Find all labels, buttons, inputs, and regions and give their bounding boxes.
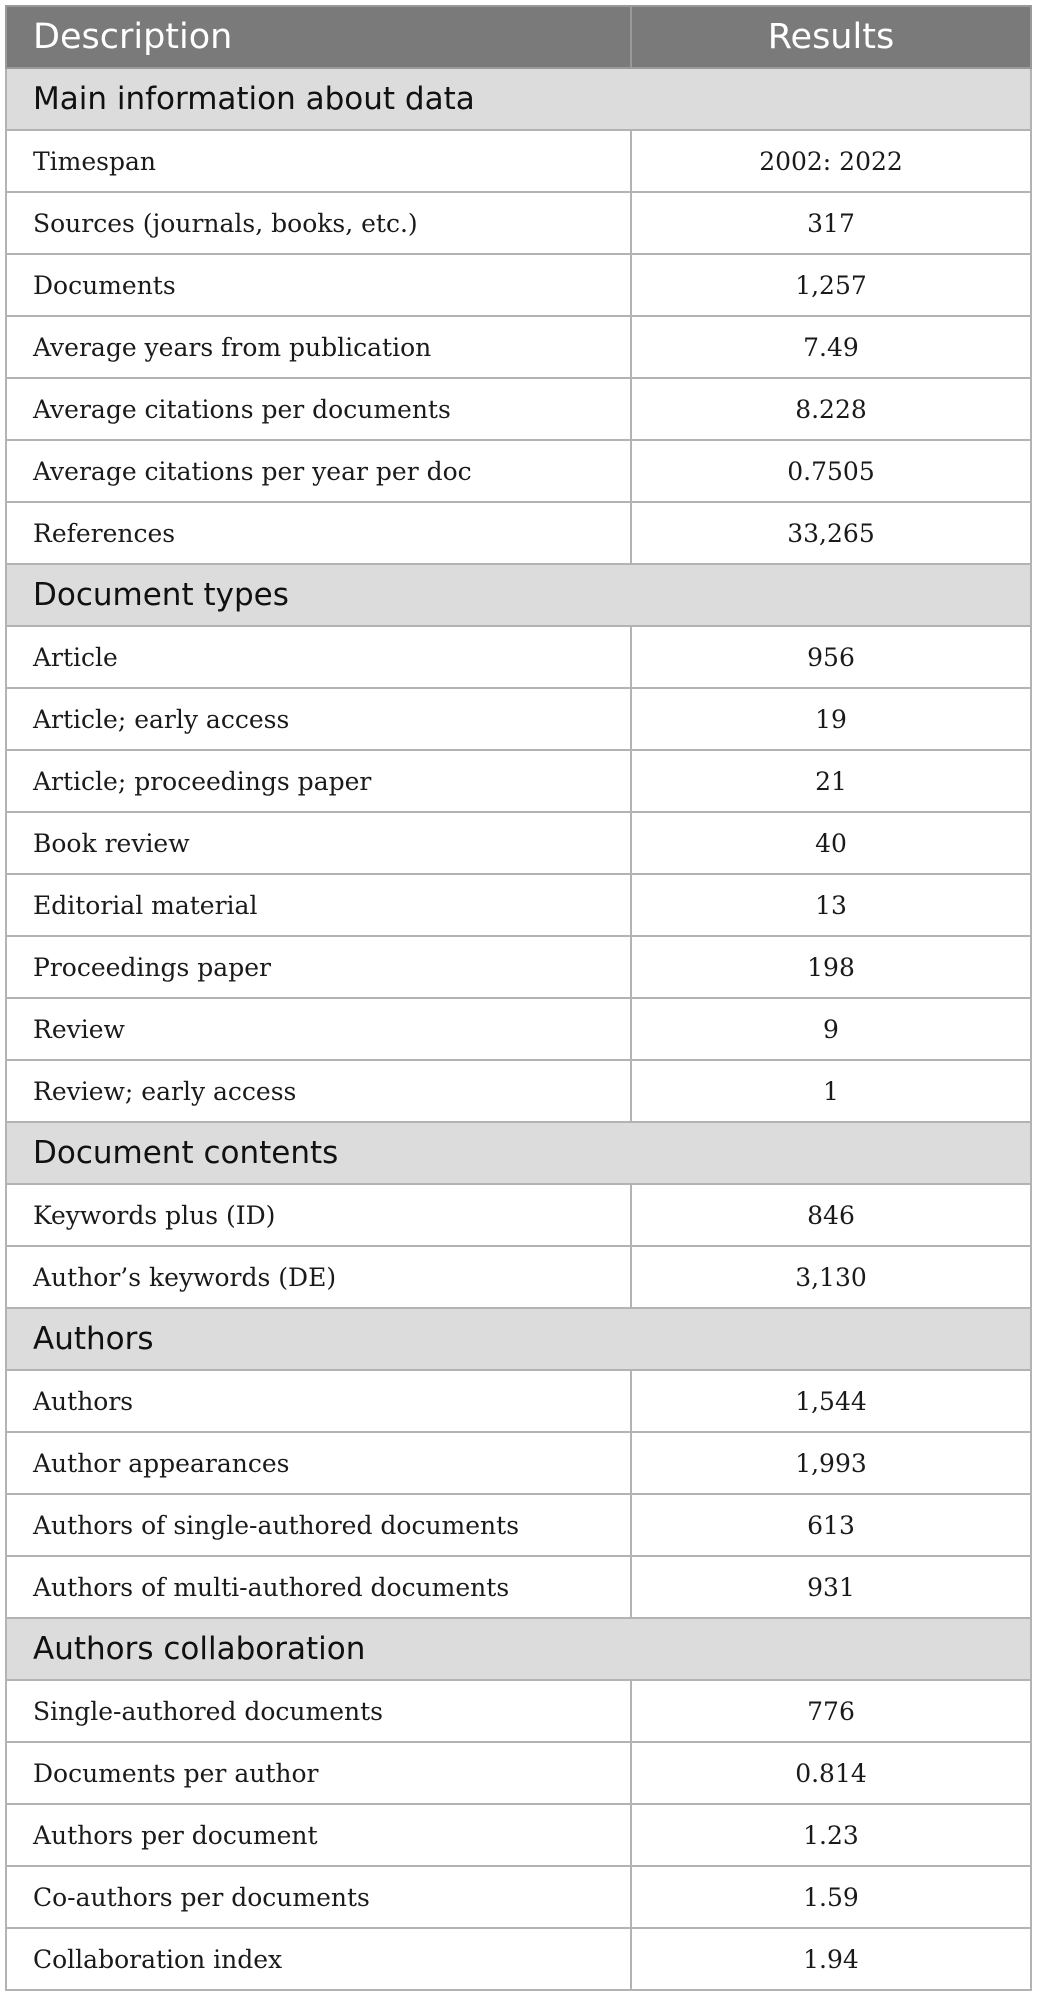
row-description: Documents bbox=[6, 254, 631, 316]
row-description: Review; early access bbox=[6, 1060, 631, 1122]
row-description: Collaboration index bbox=[6, 1928, 631, 1990]
row-description: Timespan bbox=[6, 130, 631, 192]
row-description: References bbox=[6, 502, 631, 564]
section-title: Authors bbox=[6, 1308, 1031, 1370]
table-row bbox=[6, 1928, 1031, 1990]
row-result: 13 bbox=[631, 874, 1031, 936]
row-result: 2002: 2022 bbox=[631, 130, 1031, 192]
column-header-results: Results bbox=[631, 6, 1031, 68]
table-row bbox=[6, 1432, 1031, 1494]
table-row bbox=[6, 1866, 1031, 1928]
data-summary-table bbox=[5, 5, 1032, 1991]
table-row bbox=[6, 1742, 1031, 1804]
table-row bbox=[6, 254, 1031, 316]
row-result: 9 bbox=[631, 998, 1031, 1060]
table-row bbox=[6, 1494, 1031, 1556]
table-row bbox=[6, 688, 1031, 750]
section-header-row bbox=[6, 564, 1031, 626]
row-result: 33,265 bbox=[631, 502, 1031, 564]
table-row bbox=[6, 1370, 1031, 1432]
row-description: Editorial material bbox=[6, 874, 631, 936]
row-result: 0.7505 bbox=[631, 440, 1031, 502]
section-title: Authors collaboration bbox=[6, 1618, 1031, 1680]
row-description: Article bbox=[6, 626, 631, 688]
table-row bbox=[6, 1246, 1031, 1308]
table-row bbox=[6, 936, 1031, 998]
table-row bbox=[6, 1680, 1031, 1742]
row-result: 1.59 bbox=[631, 1866, 1031, 1928]
row-description: Single-authored documents bbox=[6, 1680, 631, 1742]
row-description: Average citations per year per doc bbox=[6, 440, 631, 502]
row-description: Review bbox=[6, 998, 631, 1060]
column-header-description: Description bbox=[6, 6, 631, 68]
row-result: 198 bbox=[631, 936, 1031, 998]
row-result: 19 bbox=[631, 688, 1031, 750]
row-result: 21 bbox=[631, 750, 1031, 812]
section-title: Main information about data bbox=[6, 68, 1031, 130]
row-description: Sources (journals, books, etc.) bbox=[6, 192, 631, 254]
table-row bbox=[6, 192, 1031, 254]
row-result: 1 bbox=[631, 1060, 1031, 1122]
row-result: 317 bbox=[631, 192, 1031, 254]
row-description: Authors of multi-authored documents bbox=[6, 1556, 631, 1618]
row-description: Article; early access bbox=[6, 688, 631, 750]
table-row bbox=[6, 1804, 1031, 1866]
row-result: 40 bbox=[631, 812, 1031, 874]
table-row bbox=[6, 1556, 1031, 1618]
table-row bbox=[6, 626, 1031, 688]
table-row bbox=[6, 750, 1031, 812]
table-row bbox=[6, 998, 1031, 1060]
row-description: Authors bbox=[6, 1370, 631, 1432]
row-result: 0.814 bbox=[631, 1742, 1031, 1804]
row-description: Average citations per documents bbox=[6, 378, 631, 440]
row-description: Documents per author bbox=[6, 1742, 631, 1804]
row-result: 3,130 bbox=[631, 1246, 1031, 1308]
section-header-row bbox=[6, 1122, 1031, 1184]
data-summary-table-container bbox=[5, 5, 1030, 1991]
table-row bbox=[6, 1184, 1031, 1246]
row-result: 956 bbox=[631, 626, 1031, 688]
row-result: 846 bbox=[631, 1184, 1031, 1246]
section-header-row bbox=[6, 1308, 1031, 1370]
section-header-row bbox=[6, 1618, 1031, 1680]
table-row bbox=[6, 440, 1031, 502]
section-title: Document contents bbox=[6, 1122, 1031, 1184]
row-result: 1.23 bbox=[631, 1804, 1031, 1866]
table-row bbox=[6, 1060, 1031, 1122]
row-description: Author appearances bbox=[6, 1432, 631, 1494]
row-result: 1,544 bbox=[631, 1370, 1031, 1432]
row-result: 931 bbox=[631, 1556, 1031, 1618]
table-header-row bbox=[6, 6, 1031, 68]
row-description: Authors of single-authored documents bbox=[6, 1494, 631, 1556]
row-result: 613 bbox=[631, 1494, 1031, 1556]
table-row bbox=[6, 130, 1031, 192]
table-row bbox=[6, 874, 1031, 936]
row-description: Keywords plus (ID) bbox=[6, 1184, 631, 1246]
row-description: Co-authors per documents bbox=[6, 1866, 631, 1928]
row-result: 1,993 bbox=[631, 1432, 1031, 1494]
row-description: Book review bbox=[6, 812, 631, 874]
row-description: Proceedings paper bbox=[6, 936, 631, 998]
row-description: Authors per document bbox=[6, 1804, 631, 1866]
row-description: Author’s keywords (DE) bbox=[6, 1246, 631, 1308]
table-row bbox=[6, 502, 1031, 564]
table-body bbox=[6, 68, 1031, 1990]
row-result: 1.94 bbox=[631, 1928, 1031, 1990]
row-result: 8.228 bbox=[631, 378, 1031, 440]
table-row bbox=[6, 316, 1031, 378]
row-description: Average years from publication bbox=[6, 316, 631, 378]
row-result: 7.49 bbox=[631, 316, 1031, 378]
section-title: Document types bbox=[6, 564, 1031, 626]
row-result: 776 bbox=[631, 1680, 1031, 1742]
table-row bbox=[6, 812, 1031, 874]
row-result: 1,257 bbox=[631, 254, 1031, 316]
section-header-row bbox=[6, 68, 1031, 130]
row-description: Article; proceedings paper bbox=[6, 750, 631, 812]
table-row bbox=[6, 378, 1031, 440]
